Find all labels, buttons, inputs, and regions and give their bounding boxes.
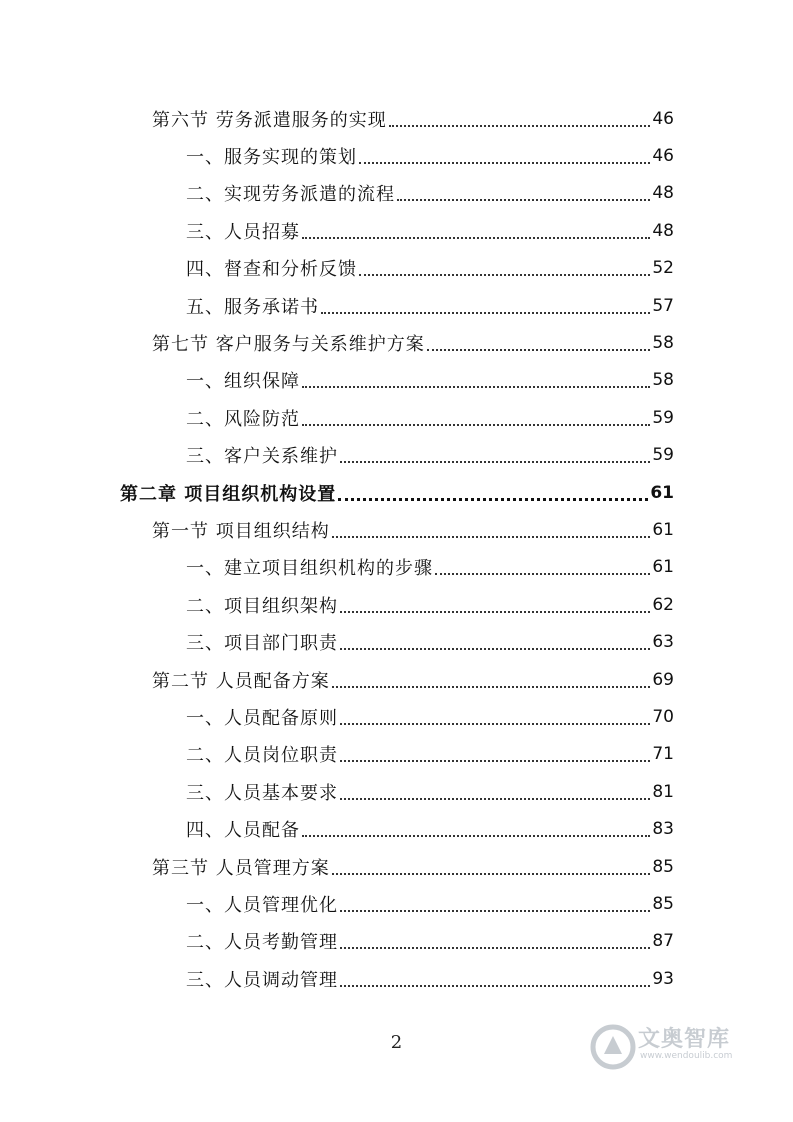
toc-leader-dots <box>302 406 650 426</box>
toc-leader-dots <box>302 368 650 388</box>
toc-entry[interactable] <box>186 399 674 436</box>
toc-entry-page: 85 <box>652 893 674 914</box>
watermark-text: 文奥智库 <box>638 1027 731 1052</box>
toc-leader-dots <box>340 742 650 762</box>
toc-entry-page: 46 <box>652 108 674 129</box>
toc-entry-page: 63 <box>652 632 674 653</box>
toc-leader-dots <box>359 144 650 164</box>
toc-leader-dots <box>340 780 650 800</box>
toc-leader-dots <box>359 256 650 276</box>
toc-entry[interactable] <box>186 736 674 773</box>
toc-entry-page: 48 <box>652 183 674 204</box>
toc-entry-title: 第二节 人员配备方案 <box>152 670 330 692</box>
toc-leader-dots <box>302 219 650 239</box>
toc-entry[interactable] <box>186 549 674 586</box>
toc-entry[interactable] <box>186 362 674 399</box>
toc-entry-page: 61 <box>652 557 674 578</box>
toc-entry-title: 第六节 劳务派遣服务的实现 <box>152 109 387 131</box>
page-number: 2 <box>390 1032 403 1053</box>
toc-leader-dots <box>340 892 650 912</box>
toc-entry-title: 一、人员配备原则 <box>186 707 338 729</box>
toc-entry[interactable] <box>186 175 674 212</box>
toc-entry-title: 四、督查和分析反馈 <box>186 259 357 281</box>
toc-entry-page: 93 <box>652 968 674 989</box>
toc-entry-title: 二、实现劳务派遣的流程 <box>186 184 395 206</box>
toc-entry[interactable] <box>152 661 674 698</box>
toc-entry[interactable] <box>186 137 674 174</box>
toc-entry[interactable] <box>186 287 674 324</box>
toc-entry-page: 69 <box>652 669 674 690</box>
toc-entry-page: 59 <box>652 407 674 428</box>
toc-leader-dots <box>340 593 650 613</box>
toc-entry-title: 三、客户关系维护 <box>186 446 338 468</box>
toc-leader-dots <box>332 668 651 688</box>
toc-entry[interactable] <box>186 624 674 661</box>
toc-entry[interactable] <box>152 511 674 548</box>
toc-entry-title: 二、项目组织架构 <box>186 595 338 617</box>
toc-entry-page: 62 <box>652 594 674 615</box>
toc-leader-dots <box>397 181 650 201</box>
toc-entry-title: 三、人员调动管理 <box>186 969 338 991</box>
watermark-url: www.wendoulib.com <box>640 1051 733 1061</box>
toc-entry[interactable] <box>186 960 674 997</box>
toc-entry-title: 三、人员基本要求 <box>186 782 338 804</box>
toc-entry[interactable] <box>186 586 674 623</box>
toc-entry[interactable] <box>186 437 674 474</box>
toc-entry-title: 一、服务实现的策划 <box>186 146 357 168</box>
toc-entry-title: 二、人员考勤管理 <box>186 932 338 954</box>
toc-entry-page: 85 <box>652 856 674 877</box>
toc-entry[interactable] <box>186 212 674 249</box>
toc-entry[interactable] <box>186 773 674 810</box>
toc-leader-dots <box>340 929 650 949</box>
toc-entry-page: 70 <box>652 706 674 727</box>
toc-leader-dots <box>427 331 651 351</box>
toc-entry[interactable] <box>152 324 674 361</box>
toc-entry-page: 48 <box>652 220 674 241</box>
watermark-logo-icon <box>590 1024 636 1070</box>
toc-entry-page: 58 <box>652 332 674 353</box>
toc-entry-title: 一、建立项目组织机构的步骤 <box>186 558 433 580</box>
watermark <box>588 1018 778 1076</box>
toc-entry-page: 59 <box>652 445 674 466</box>
toc-entry-title: 二、风险防范 <box>186 408 300 430</box>
toc-leader-dots <box>321 294 650 314</box>
toc-entry[interactable] <box>120 474 674 511</box>
toc-leader-dots <box>302 817 650 837</box>
toc-entry-title: 三、人员招募 <box>186 221 300 243</box>
toc-entry[interactable] <box>186 923 674 960</box>
toc-entry[interactable] <box>186 885 674 922</box>
toc-leader-dots <box>389 107 651 127</box>
toc-entry-title: 第一节 项目组织结构 <box>152 520 330 542</box>
toc-entry-page: 87 <box>652 931 674 952</box>
toc-entry-title: 四、人员配备 <box>186 820 300 842</box>
toc-entry-page: 52 <box>652 258 674 279</box>
toc-leader-dots <box>340 443 650 463</box>
toc-leader-dots <box>340 705 650 725</box>
toc-entry-page: 61 <box>652 519 674 540</box>
toc-entry[interactable] <box>186 250 674 287</box>
toc-entry-title: 二、人员岗位职责 <box>186 745 338 767</box>
toc-entry-title: 五、服务承诺书 <box>186 296 319 318</box>
toc-leader-dots <box>435 555 650 575</box>
toc-entry-page: 57 <box>652 295 674 316</box>
toc-leader-dots <box>332 855 651 875</box>
toc-entry-title: 一、人员管理优化 <box>186 894 338 916</box>
toc-entry[interactable] <box>186 698 674 735</box>
toc-leader-dots <box>340 630 650 650</box>
toc-leader-dots <box>338 480 648 501</box>
toc-leader-dots <box>340 967 650 987</box>
toc-entry-page: 58 <box>652 370 674 391</box>
toc-entry-page: 46 <box>652 145 674 166</box>
toc-entry[interactable] <box>152 848 674 885</box>
toc-entry-title: 第三节 人员管理方案 <box>152 857 330 879</box>
toc-entry-title: 三、项目部门职责 <box>186 633 338 655</box>
toc-leader-dots <box>332 518 651 538</box>
toc-entry[interactable] <box>186 811 674 848</box>
toc-entry-title: 第七节 客户服务与关系维护方案 <box>152 333 425 355</box>
toc-entry-page: 61 <box>650 482 674 503</box>
toc-entry-title: 第二章 项目组织机构设置 <box>120 483 337 505</box>
toc-entry-page: 71 <box>652 744 674 765</box>
toc-entry-page: 81 <box>652 781 674 802</box>
toc-entry-page: 83 <box>652 819 674 840</box>
toc-entry-title: 一、组织保障 <box>186 371 300 393</box>
toc-entry[interactable] <box>152 100 674 137</box>
